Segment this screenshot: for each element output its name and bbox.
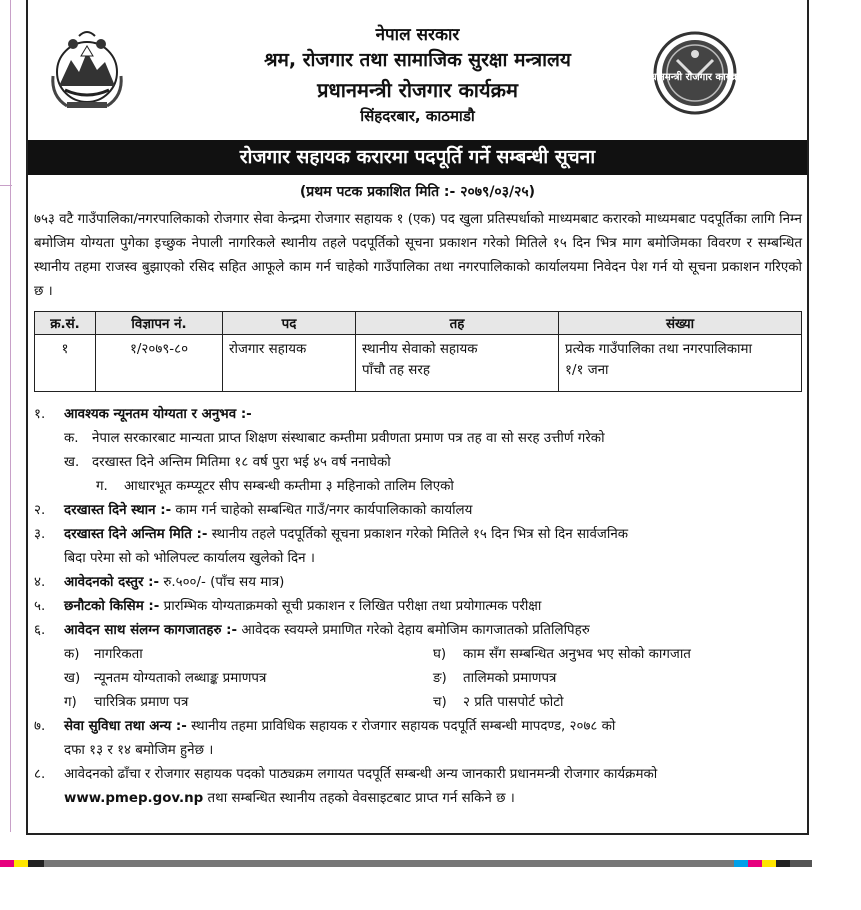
col-header-ad-no: विज्ञापन नं. bbox=[96, 312, 223, 335]
cell-level bbox=[356, 335, 559, 392]
color-swatch-black bbox=[28, 860, 44, 867]
publish-date: (प्रथम पटक प्रकाशित मिति :- २०७९/०३/२५) bbox=[299, 184, 536, 200]
item-text: चारित्रिक प्रमाण पत्र bbox=[94, 695, 189, 710]
section-text-cont: तथा सम्बन्धित स्थानीय तहको वेवसाइटबाट प्राप्त गर्न सकिने छ । bbox=[207, 791, 515, 806]
pmep-logo-icon bbox=[644, 30, 746, 116]
item-text: तालिमको प्रमाणपत्र bbox=[463, 671, 557, 686]
section-7-cont bbox=[34, 739, 802, 763]
section-heading: आवश्यक न्यूनतम योग्यता र अनुभव :- bbox=[64, 407, 252, 422]
intro-paragraph: ७५३ वटै गाउँपालिका/नगरपालिकाको रोजगार सेवा केन्द्रमा रोजगार सहायक १ (एक) पद खुला प्रतिस्पर्धाको माध्यमबाट करारको माध्यमबाट पदपूर्तिका लागि निम्न बमोजिम योग्यता पुगेका इच्छुक नेपाली नागरिकले स्थानीय तहले पदपूर्तिको सूचना प्रकाशन गरेको मितिले १५ दिन भित्र माग बमोजिमका विवरण र सम्बन्धित स्थानीय तहमा राजस्व बुझाएको रसिद सहित आफूले काम गर्न चाहेको गाउँपालिका तथा नगरपालिकाको कार्यालयमा निवेदन पेश गर्न यो सूचना प्रकाशन गरिएको छ । bbox=[34, 212, 802, 299]
section-number: ६. bbox=[34, 623, 46, 638]
section-number: ५. bbox=[34, 599, 46, 614]
cell-count bbox=[559, 335, 802, 392]
item-text: नागरिकता bbox=[94, 647, 143, 662]
notice-sections bbox=[34, 403, 802, 811]
color-swatch-yellow-2 bbox=[762, 860, 776, 867]
item-text: दरखास्त दिने अन्तिम मितिमा १८ वर्ष पुरा भई ४५ वर्ष ननाघेको bbox=[92, 455, 391, 470]
cell-level-line1: स्थानीय सेवाको सहायक bbox=[362, 342, 478, 357]
section-4 bbox=[34, 571, 802, 595]
section-heading: आवेदनको दस्तुर :- bbox=[64, 575, 160, 590]
section-2 bbox=[34, 499, 802, 523]
section-text: स्थानीय तहमा प्राविधिक सहायक र रोजगार सहायक पदपूर्ति सम्बन्धी मापदण्ड, २०७८ को bbox=[191, 719, 616, 734]
header-address: सिंहदरबार, काठमाडौ bbox=[360, 107, 475, 125]
section-text: काम गर्न चाहेको सम्बन्धित गाउँ/नगर कार्यपालिकाको कार्यालय bbox=[175, 503, 473, 518]
section-6 bbox=[34, 619, 802, 643]
header-ministry: श्रम, रोजगार तथा सामाजिक सुरक्षा मन्त्रालय bbox=[264, 49, 571, 71]
item-text: २ प्रति पासपोर्ट फोटो bbox=[463, 695, 564, 710]
col-header-count: संख्या bbox=[559, 312, 802, 335]
header-program: प्रधानमन्त्री रोजगार कार्यक्रम bbox=[317, 78, 518, 102]
cell-count-line2: १/१ जना bbox=[565, 363, 609, 378]
cell-sn: १ bbox=[35, 335, 96, 392]
cell-level-line2: पाँचौ तह सरह bbox=[362, 363, 430, 378]
cell-count-line1: प्रत्येक गाउँपालिका तथा नगरपालिकामा bbox=[565, 342, 752, 357]
section-number: ७. bbox=[34, 719, 46, 734]
col-header-level: तह bbox=[356, 312, 559, 335]
cell-post: रोजगार सहायक bbox=[223, 335, 356, 392]
color-swatch-black-2 bbox=[776, 860, 790, 867]
item-text: नेपाल सरकारबाट मान्यता प्राप्त शिक्षण संस्थाबाट कम्तीमा प्रवीणता प्रमाण पत्र तह वा सो सरह उत्तीर्ण गरेको bbox=[92, 431, 605, 446]
color-swatch-cyan bbox=[734, 860, 748, 867]
list-item bbox=[433, 691, 802, 715]
section-1 bbox=[34, 403, 802, 427]
website-link[interactable]: www.pmep.gov.np bbox=[64, 791, 204, 806]
print-guide-line bbox=[10, 0, 11, 832]
section-number: ४. bbox=[34, 575, 46, 590]
color-swatch-gray bbox=[790, 860, 812, 867]
section-text: प्रारम्भिक योग्यताक्रमको सूची प्रकाशन र लिखित परीक्षा तथा प्रयोगात्मक परीक्षा bbox=[163, 599, 542, 614]
section-text: आवेदनको ढाँचा र रोजगार सहायक पदको पाठ्यक्रम लगायत पदपूर्ति सम्बन्धी अन्य जानकारी प्रधानमन्त्री रोजगार कार्यक्रमको bbox=[64, 767, 658, 782]
vacancy-table bbox=[34, 311, 802, 392]
section-number: ८. bbox=[34, 767, 46, 782]
section-7 bbox=[34, 715, 802, 739]
section-8-cont bbox=[34, 787, 802, 811]
item-label: ग) bbox=[64, 695, 77, 710]
item-label: ङ) bbox=[433, 671, 447, 686]
color-swatch-gray-band bbox=[44, 860, 734, 867]
item-text: न्यूनतम योग्यताको लब्धाङ्क प्रमाणपत्र bbox=[94, 671, 267, 686]
section-heading: आवेदन साथ संलग्न कागजातहरु :- bbox=[64, 623, 238, 638]
item-label: ख. bbox=[64, 455, 80, 470]
item-label: ग. bbox=[96, 479, 108, 494]
list-item bbox=[64, 667, 433, 691]
col-header-post: पद bbox=[223, 312, 356, 335]
section-text-cont: बिदा परेमा सो को भोलिपल्ट कार्यालय खुलेको दिन । bbox=[64, 551, 315, 566]
section-8 bbox=[34, 763, 802, 787]
list-item bbox=[64, 691, 433, 715]
section-heading: दरखास्त दिने अन्तिम मिति :- bbox=[64, 527, 208, 542]
section-5 bbox=[34, 595, 802, 619]
section-3-cont bbox=[34, 547, 802, 571]
doc-row bbox=[64, 643, 802, 667]
list-item bbox=[64, 451, 802, 475]
item-label: क. bbox=[64, 431, 79, 446]
section-text: रु.५००/- (पाँच सय मात्र) bbox=[163, 575, 285, 590]
section-number: १. bbox=[34, 407, 46, 422]
section-text-cont: दफा १३ र १४ बमोजिम हुनेछ । bbox=[64, 743, 214, 758]
table-header-row bbox=[35, 312, 802, 335]
section-3 bbox=[34, 523, 802, 547]
section-text: आवेदक स्वयम्ले प्रमाणित गरेको देहाय बमोजिम कागजातको प्रतिलिपिहरु bbox=[241, 623, 590, 638]
item-text: काम सँग सम्बन्धित अनुभव भए सोको कागजात bbox=[463, 647, 691, 662]
table-row bbox=[35, 335, 802, 392]
nepal-government-emblem-icon bbox=[45, 26, 129, 112]
item-label: क) bbox=[64, 647, 80, 662]
list-item bbox=[433, 643, 802, 667]
color-swatch-magenta-2 bbox=[748, 860, 762, 867]
cell-ad-no: १/२०७९-८० bbox=[96, 335, 223, 392]
list-item bbox=[433, 667, 802, 691]
section-number: ३. bbox=[34, 527, 46, 542]
print-color-bar bbox=[0, 860, 861, 867]
list-item bbox=[64, 643, 433, 667]
item-label: च) bbox=[433, 695, 447, 710]
color-swatch-yellow bbox=[14, 860, 28, 867]
section-heading: सेवा सुविधा तथा अन्य :- bbox=[64, 719, 187, 734]
notice-title: रोजगार सहायक करारमा पदपूर्ति गर्ने सम्बन्धी सूचना bbox=[28, 140, 807, 175]
header-government: नेपाल सरकार bbox=[375, 25, 460, 45]
item-label: घ) bbox=[433, 647, 447, 662]
section-heading: दरखास्त दिने स्थान :- bbox=[64, 503, 172, 518]
item-label: ख) bbox=[64, 671, 81, 686]
doc-row bbox=[64, 667, 802, 691]
col-header-sn: क्र.सं. bbox=[35, 312, 96, 335]
section-heading: छनौटको किसिम :- bbox=[64, 599, 160, 614]
color-swatch-magenta bbox=[0, 860, 14, 867]
section-number: २. bbox=[34, 503, 46, 518]
list-item bbox=[64, 427, 802, 451]
print-guide-tick bbox=[0, 185, 12, 186]
section-text: स्थानीय तहले पदपूर्तिको सूचना प्रकाशन गरेको मितिले १५ दिन भित्र सो दिन सार्वजनिक bbox=[211, 527, 629, 542]
doc-row bbox=[64, 691, 802, 715]
list-item bbox=[96, 475, 802, 499]
item-text: आधारभूत कम्प्यूटर सीप सम्बन्धी कम्तीमा ३ महिनाको तालिम लिएको bbox=[124, 479, 454, 494]
logo-text: प्रधानमन्त्री रोजगार कार्यक्रम bbox=[644, 72, 746, 83]
